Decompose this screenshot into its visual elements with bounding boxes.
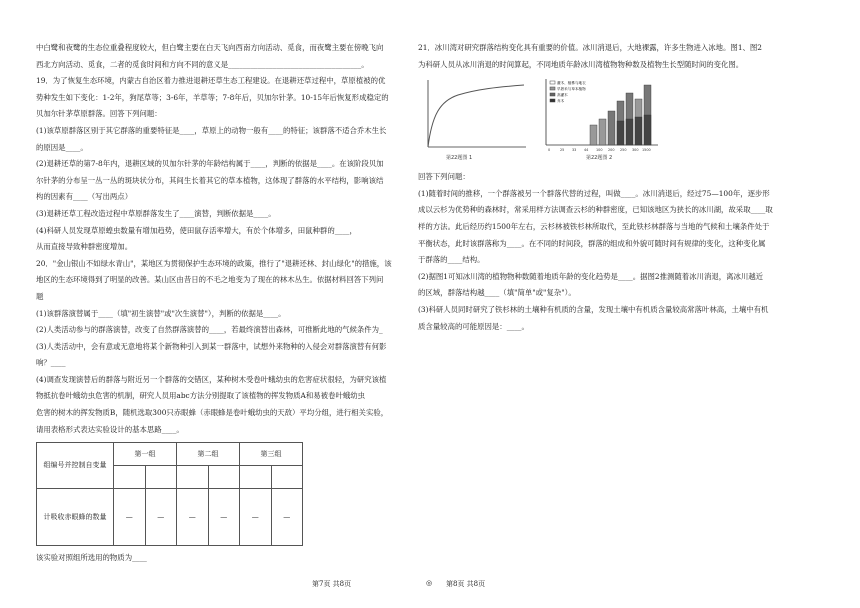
- figure-2-stacked-bars: [538, 75, 660, 165]
- text-line: 平衡状态，此时该群落称为____。在不同的时间段，群落的组成和外貌可随时间有规律的变化，这种变化属: [418, 238, 766, 248]
- legend-swatch: [550, 87, 555, 90]
- legend-swatch: [550, 81, 555, 84]
- legend-label: 乔木: [557, 99, 565, 104]
- table-row-label: 组编号并控制自变量: [37, 443, 114, 489]
- text-line: 危害的树木的挥发物质B，随机选取300只赤眼蜂（赤眼蜂是卷叶蛾幼虫的天敌）平均分组，进行相关实验，: [36, 408, 389, 418]
- text-line: 中白鹭和夜鹭的生态位重叠程度较大，但白鹭主要在白天飞向西南方向活动、觅食，而夜鹭主要在傍晚飞向: [36, 43, 384, 52]
- bar: [599, 119, 606, 145]
- table-header-cell: 第三组: [240, 443, 303, 466]
- text-line: 从而直接导致种群密度增加。: [36, 242, 133, 252]
- question-20-intro: 20．"金山银山不如绿水青山"，某地区为贯彻保护生态环境的政策，推行了"退耕还林、封山绿化"的措施，该: [36, 258, 392, 268]
- left-column: [36, 40, 408, 567]
- table-cell: [240, 466, 272, 489]
- x-tick-label: 200: [608, 148, 615, 153]
- table-cell: [271, 466, 303, 489]
- text-line: 贝加尔针茅草原群落。回答下列问题：: [36, 109, 162, 119]
- text-line: (1)该群落演替属于____（填"初生演替"或"次生演替"），判断的依据是____。: [36, 308, 286, 318]
- table-cell: —: [114, 489, 146, 546]
- table-cell: [114, 466, 146, 489]
- text-line: 质含量较高的可能原因是：____。: [418, 321, 529, 331]
- text-line: 的区域，群落结构越____（填"简单"或"复杂"）。: [418, 288, 576, 298]
- table-cell: —: [208, 489, 240, 546]
- right-column: [418, 40, 822, 335]
- text-line: (4)科研人员发现草原蝗虫数量有增加趋势，使田鼠存活率增大，有於个体增多，田鼠种群的____，: [36, 225, 357, 235]
- table-cell: —: [177, 489, 209, 546]
- text-line: 成以云杉为优势种的森林时，常采用样方法调查云杉的种群密度，已知该地区为狭长的冰川湖，故采取____取: [418, 205, 773, 215]
- text-line: (2)人类活动参与的群落演替，改变了自然群落演替的____，若最终演替出森林，可推断此地的气候条件为_: [36, 325, 383, 335]
- text-line: 请用表格形式表达实验设计的基本思路____。: [36, 424, 184, 434]
- legend-label: 灌木、植株与地衣: [557, 81, 586, 86]
- x-tick-label: 33: [572, 148, 577, 153]
- figure-2-caption: 第22题图 2: [586, 155, 613, 162]
- figures: [418, 75, 822, 167]
- text-line: (4)调查发现演替后的群落与附近另一个群落的交错区，某种树木受卷叶蛾幼虫的危害症状很轻，为研究该植: [36, 374, 387, 384]
- text-line: 尔针茅的分布呈一丛一丛的斑块状分布，其间生长着其它的草本植物，这体现了群落的水平结构，影响该结: [36, 175, 384, 185]
- experiment-table: [36, 442, 303, 546]
- page-separator: ◎: [426, 579, 433, 587]
- table-cell: —: [145, 489, 177, 546]
- table-cell: [177, 466, 209, 489]
- text-line: 势种发生如下变化：1-2年，狗尾草等；3-6年，羊草等；7-8年后，贝加尔针茅。10-15年后恢复形成稳定的: [36, 92, 389, 102]
- bar: [644, 115, 651, 145]
- text-line: 题: [36, 291, 44, 301]
- bar: [635, 117, 642, 145]
- text-line: 回答下列问题：: [418, 172, 470, 182]
- table-header-cell: 第二组: [177, 443, 240, 466]
- text-line: 该实验对照组所选用的物质为____: [36, 553, 147, 563]
- x-tick-label: 25: [560, 148, 565, 153]
- page-number-right: 第8页 共8页: [446, 580, 486, 588]
- text-line: (3)人类活动中，会有意或无意地将某个新物种引入到某一群落中，试想外来物种的入侵会对群落演替有何影: [36, 341, 387, 351]
- table-cell: [145, 466, 177, 489]
- x-tick-label: 44: [584, 148, 589, 153]
- x-tick-label: 1500: [642, 148, 651, 153]
- text-line: 为科研人员从冰川消退的时间算起，不同地质年龄冰川湾植物物种数及植物生长型随时间的变化图。: [418, 59, 744, 69]
- figure-1-species-curve: [418, 75, 530, 165]
- text-line: 地区的生态环境得到了明显的改善。某山区由昔日的不毛之地变为了现在的林木丛生。依据材料回答下列问: [36, 275, 384, 285]
- table-row-label: 计吸收赤眼蜂的数量: [37, 489, 114, 546]
- legend-label: 早熟禾与草本植物: [557, 87, 586, 92]
- bar: [608, 111, 615, 145]
- bar: [617, 121, 624, 145]
- text-line: 样的方法。此后经历约1500年左右，云杉林被铁杉林所取代，至此铁杉林群落与当地的气候和土壤条件处于: [418, 221, 770, 231]
- text-line: (1)该草原群落区别于其它群落的重要特征是____，草原上的动物一般有____的特征；该群落不适合乔木生长: [36, 125, 387, 135]
- text-line: (1)随着时间的推移，一个群落被另一个群落代替的过程，叫做____。冰川消退后，经过75—100年，逐步形: [418, 188, 770, 198]
- table-cell: —: [240, 489, 272, 546]
- table-cell: —: [271, 489, 303, 546]
- legend-label: 高灌木: [557, 93, 568, 98]
- page-number-left: 第7页 共8页: [312, 580, 352, 588]
- text-line: 响？____: [36, 358, 66, 368]
- text-line: 的原因是____。: [36, 142, 88, 152]
- figure-1-caption: 第22题图 1: [446, 155, 473, 162]
- table-header-cell: 第一组: [114, 443, 177, 466]
- text-line: 物抵抗卷叶蛾幼虫危害的机制，研究人员用abc方法分别提取了该植物的挥发物质A和易被卷叶蛾幼虫: [36, 391, 366, 401]
- text-line: (2)退耕还草的第7-8年内，退耕区域的贝加尔针茅的年龄结构属于____，判断的依据是____。在该阶段贝加: [36, 159, 384, 169]
- x-tick-label: 100: [596, 148, 603, 153]
- table-cell: [208, 466, 240, 489]
- legend-swatch: [550, 93, 555, 96]
- text-line: (2)据图1可知冰川湾的植物物种数随着地质年龄的变化趋势是____。据图2推测随着冰川消退，离冰川越近: [418, 271, 764, 281]
- x-tick-label: 250: [620, 148, 627, 153]
- text-line: (3)退耕还草工程改造过程中草原群落发生了____演替，判断依据是____。: [36, 208, 276, 218]
- legend-swatch: [550, 99, 555, 102]
- bar: [626, 119, 633, 145]
- x-tick-label: 300: [632, 148, 639, 153]
- question-21-intro: 21．冰川湾对研究群落结构变化具有重要的价值。冰川消退后，大地裸露，许多生物进入冰地。图1、图2: [418, 43, 763, 52]
- text-line: 构的因素有____（写出两点）: [36, 192, 133, 202]
- text-line: (3)科研人员同时研究了铁杉林的土壤种有机质的含量，发现土壤中有机质含量较高常落叶林高，土壤中有机: [418, 304, 769, 314]
- x-tick-label: 0: [548, 148, 551, 153]
- text-line: 西北方向活动、觅食，二者的觅食时间和方向不同的意义是____________________________________。: [36, 59, 369, 69]
- bar: [590, 125, 597, 145]
- text-line: 于群落的____结构。: [418, 255, 485, 265]
- question-19-intro: 19．为了恢复生态环境，内蒙古自治区着力推进退耕还草生态工程建设。在退耕还草过程中，草原植被的优: [36, 76, 386, 86]
